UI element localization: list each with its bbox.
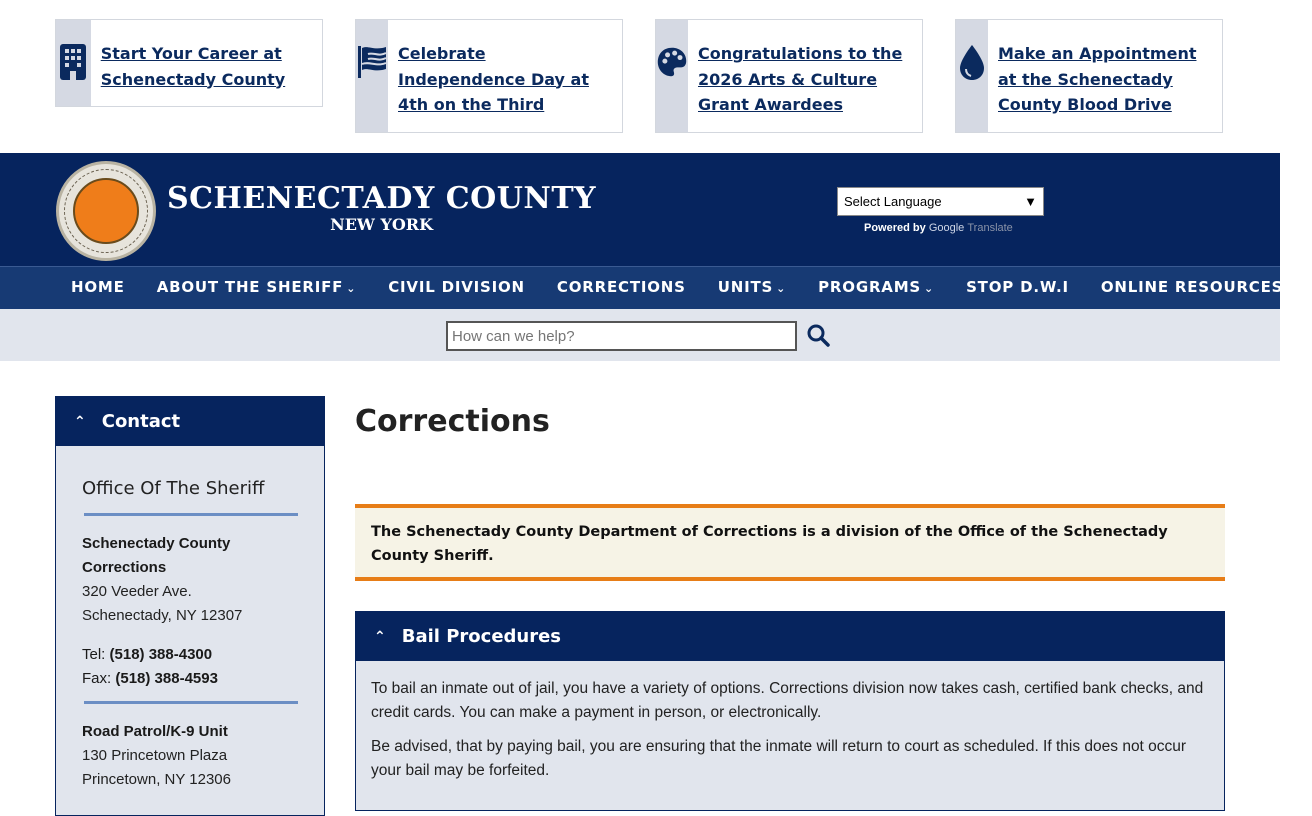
promo-link-independence[interactable]: Celebrate Independence Day at 4th on the Third: [398, 44, 589, 114]
nav-civil-division[interactable]: CIVIL DIVISION: [388, 278, 525, 296]
promo-card-blood-drive[interactable]: [955, 19, 1223, 133]
search-icon[interactable]: [806, 323, 830, 347]
corrections-address-line1: 320 Veeder Ave.: [82, 583, 192, 600]
promo-card-arts[interactable]: [655, 19, 923, 133]
promo-card-career[interactable]: [55, 19, 323, 107]
chevron-down-icon: ⌄: [776, 282, 787, 295]
chevron-down-icon: ⌄: [924, 282, 935, 295]
google-translate-credit: Powered by Google Translate: [864, 222, 1013, 234]
promo-link-career[interactable]: Start Your Career at Schenectady County: [100, 44, 286, 89]
divider: [84, 513, 298, 516]
promo-link-blood-drive[interactable]: Make an Appointment at the Schenectady County Blood Drive: [998, 44, 1197, 114]
nav-corrections[interactable]: CORRECTIONS: [556, 278, 686, 296]
bail-procedures-toggle[interactable]: ⌃ Bail Procedures: [356, 612, 1224, 661]
site-header: [0, 153, 1280, 267]
chevron-up-icon: ⌃: [74, 413, 86, 430]
phone-line: Tel: (518) 388-4300: [82, 646, 213, 663]
nav-units[interactable]: UNITS ⌄: [717, 278, 787, 296]
main-nav: [0, 266, 1297, 309]
palette-icon: [656, 20, 688, 132]
nav-stop-dwi[interactable]: STOP D.W.I: [966, 278, 1069, 296]
nav-about-the-sheriff[interactable]: ABOUT THE SHERIFF ⌄: [156, 278, 357, 296]
patrol-name: Road Patrol/K-9 Unit: [82, 723, 228, 740]
chevron-down-icon: ⌄: [1286, 282, 1297, 295]
site-title: SCHENECTADY COUNTY: [167, 181, 597, 216]
division-notice: The Schenectady County Department of Corrections is a division of the Office of the Schenectady County Sheriff.: [355, 504, 1225, 581]
search-input[interactable]: [446, 321, 797, 351]
bail-paragraph-1: To bail an inmate out of jail, you have a variety of options. Corrections division now takes cash, certified bank checks, and credit cards. You can make a payment in person, or electronically.: [371, 680, 1204, 721]
site-subtitle: NEW YORK: [330, 215, 433, 234]
nav-online-resources[interactable]: ONLINE RESOURCES ⌄: [1100, 278, 1297, 296]
patrol-address-line2: Princetown, NY 12306: [82, 771, 231, 788]
contact-sidebar: [55, 396, 325, 816]
page-title: Corrections: [355, 404, 550, 439]
promo-link-arts[interactable]: Congratulations to the 2026 Arts & Culture Grant Awardees: [698, 44, 903, 114]
corrections-address-line2: Schenectady, NY 12307: [82, 607, 243, 624]
chevron-down-icon: ▼: [1024, 194, 1037, 209]
blood-drop-icon: [956, 20, 988, 132]
bail-procedures-accordion: [355, 611, 1225, 811]
promo-card-independence[interactable]: [355, 19, 623, 133]
search-bar: [0, 309, 1280, 361]
promo-bar: [0, 0, 1280, 153]
flag-icon: [356, 20, 388, 132]
fax-number: (518) 388-4593: [115, 670, 218, 687]
divider: [84, 701, 298, 704]
nav-programs[interactable]: PROGRAMS ⌄: [818, 278, 935, 296]
nav-home[interactable]: HOME: [71, 278, 125, 296]
patrol-address-line1: 130 Princetown Plaza: [82, 747, 228, 764]
corrections-name: Schenectady County Corrections: [82, 535, 231, 576]
language-select[interactable]: Select Language ▼: [837, 187, 1044, 216]
site-brand[interactable]: [167, 183, 596, 235]
contact-toggle[interactable]: ⌃ Contact: [56, 397, 324, 446]
chevron-up-icon: ⌃: [374, 628, 386, 645]
phone-number[interactable]: (518) 388-4300: [109, 646, 213, 663]
county-seal-logo[interactable]: [56, 161, 156, 261]
fax-line: Fax: (518) 388-4593: [82, 670, 218, 687]
building-icon: [56, 20, 91, 106]
bail-paragraph-2: Be advised, that by paying bail, you are ensuring that the inmate will return to court as scheduled. If this does not occur your bail may be forfeited.: [371, 738, 1187, 779]
chevron-down-icon: ⌄: [346, 282, 357, 295]
office-heading: Office Of The Sheriff: [82, 478, 265, 499]
